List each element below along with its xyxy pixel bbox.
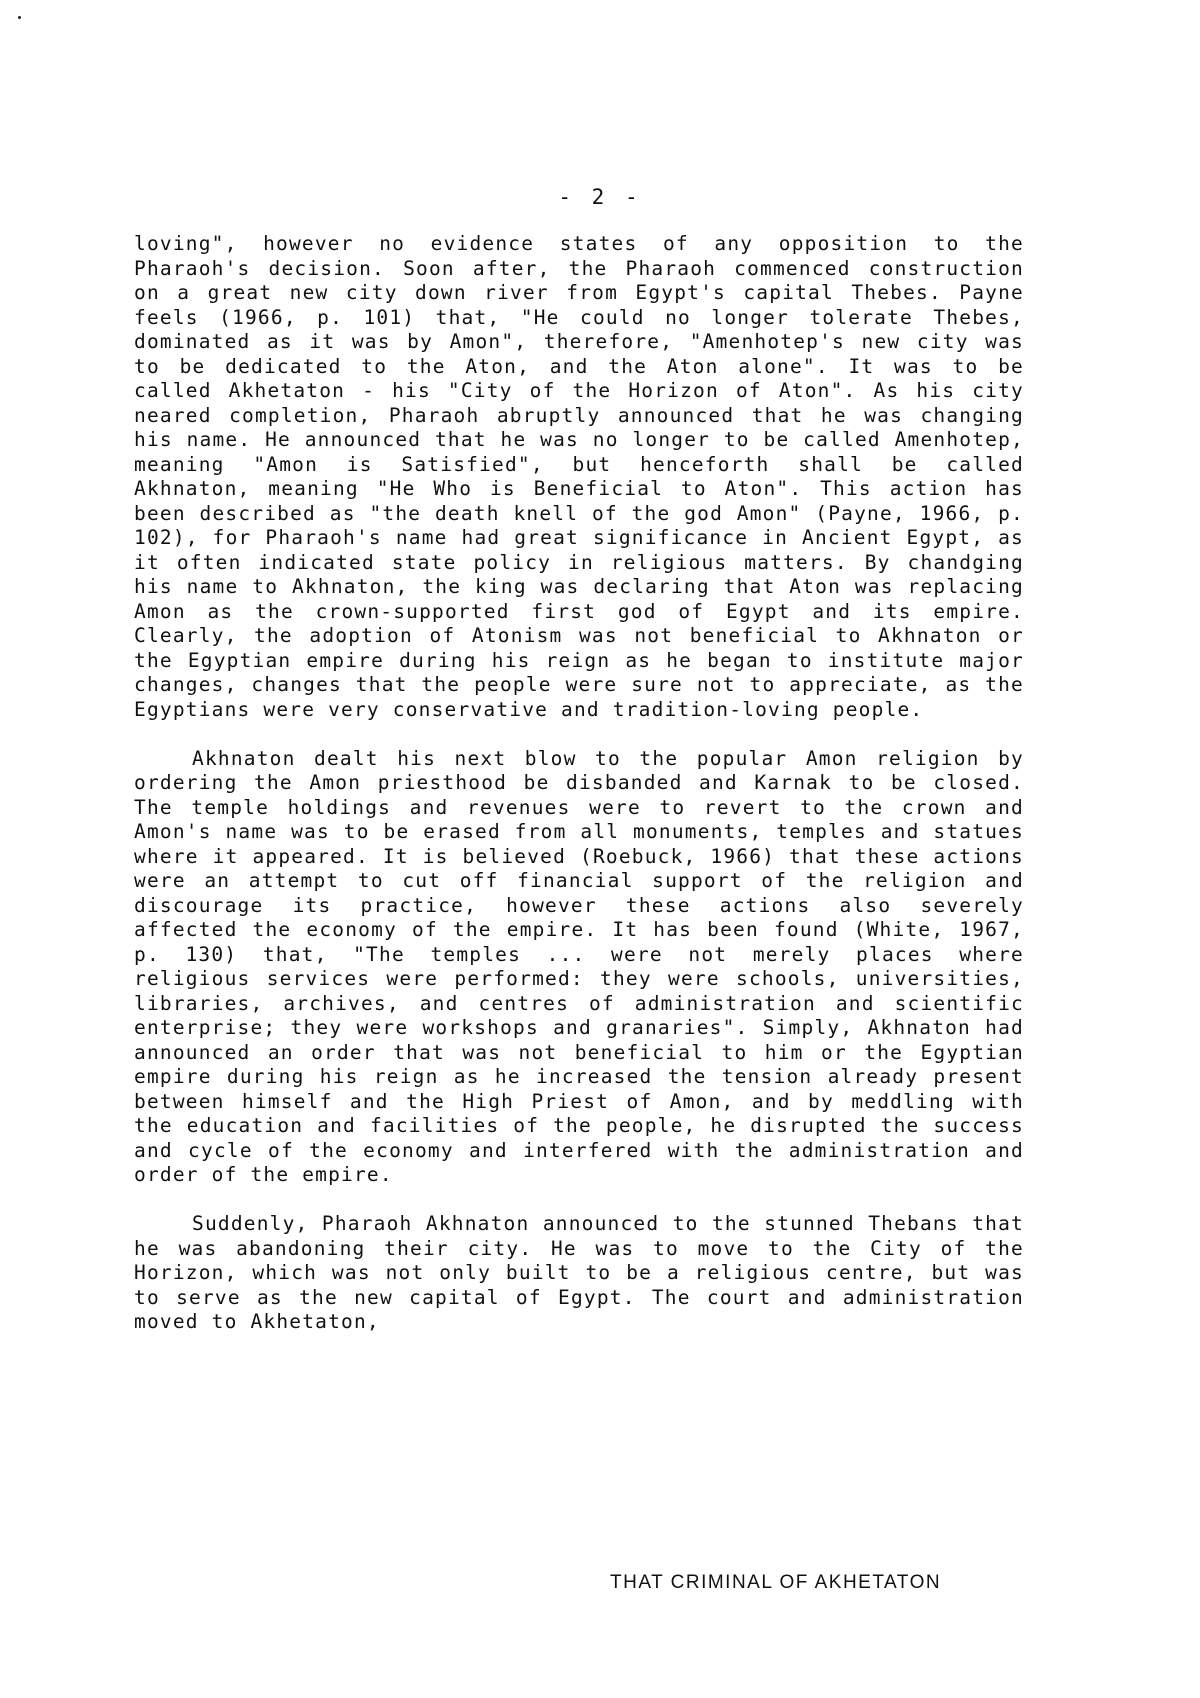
- page-number: - 2 -: [558, 185, 642, 209]
- paragraph-1: loving", however no evidence states of any opposition to the Pharaoh's decision. Soon after, the Pharaoh commenced construction on a great new city down river from Egypt's capital Thebes. Payne feels (1966, p. 101) that, "He could no longer tolerate Thebes, dominated as it was by Amon", therefore, "Amenhotep's new city was to be dedicated to the Aton, and the Aton alone". It was to be called Akhetaton - his "City of the Horizon of Aton". As his city neared completion, Pharaoh abruptly announced that he was changing his name. He announced that he was no longer to be called Amenhotep, meaning "Amon is Satisfied", but henceforth shall be called Akhnaton, meaning "He Who is Beneficial to Aton". This action has been described as "the death knell of the god Amon" (Payne, 1966, p. 102), for Pharaoh's name had great significance in Ancient Egypt, as it often indicated state policy in religious matters. By chandging his name to Akhnaton, the king was declaring that Aton was replacing Amon as the crown-supported first god of Egypt and its empire. Clearly, the adoption of Atonism was not beneficial to Akhnaton or the Egyptian empire during his reign as he began to institute major changes, changes that the people were sure not to appreciate, as the Egyptians were very conservative and tradition-loving people.: [134, 232, 1024, 721]
- scan-speck: [18, 16, 21, 19]
- body-text: [134, 232, 1024, 1359]
- paragraph-3: Suddenly, Pharaoh Akhnaton announced to the stunned Thebans that he was abandoning their city. He was to move to the City of the Horizon, which was not only built to be a religious centre, but was to serve as the new capital of Egypt. The court and administration moved to Akhetaton,: [134, 1212, 1024, 1333]
- running-footer-title: THAT CRIMINAL OF AKHETATON: [610, 1572, 942, 1593]
- paragraph-2: Akhnaton dealt his next blow to the popular Amon religion by ordering the Amon priesthood be disbanded and Karnak to be closed. The temple holdings and revenues were to revert to the crown and Amon's name was to be erased from all monuments, temples and statues where it appeared. It is believed (Roebuck, 1966) that these actions were an attempt to cut off financial support of the religion and discourage its practice, however these actions also severely affected the economy of the empire. It has been found (White, 1967, p. 130) that, "The temples ... were not merely places where religious services were performed: they were schools, universities, libraries, archives, and centres of administration and scientific enterprise; they were workshops and granaries". Simply, Akhnaton had announced an order that was not beneficial to him or the Egyptian empire during his reign as he increased the tension already present between himself and the High Priest of Amon, and by meddling with the education and facilities of the people, he disrupted the success and cycle of the economy and interfered with the administration and order of the empire.: [134, 746, 1024, 1186]
